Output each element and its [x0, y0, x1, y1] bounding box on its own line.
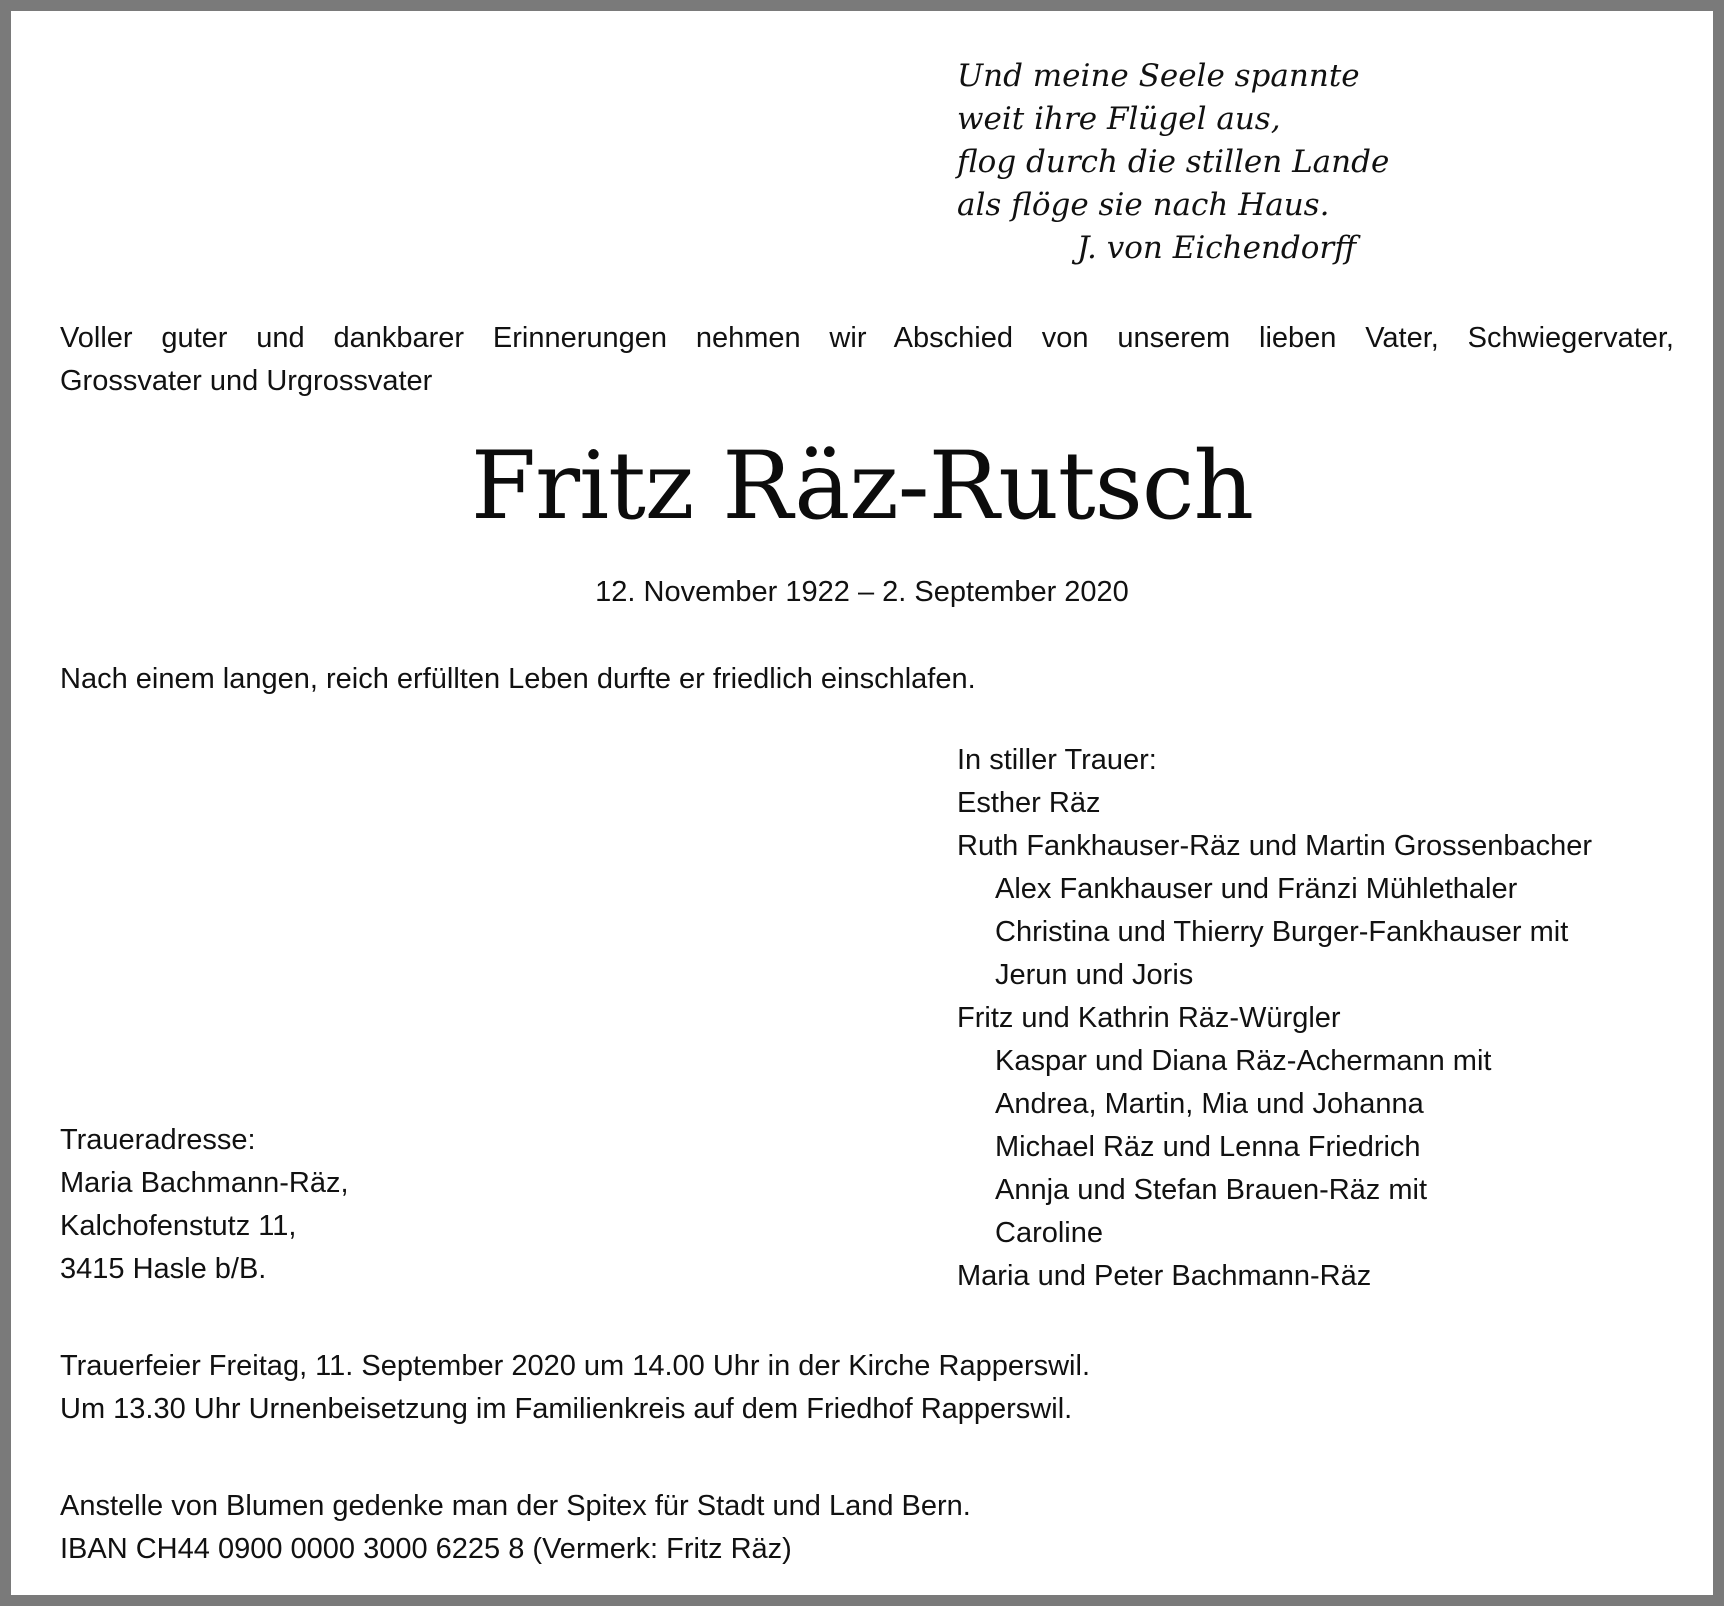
donation-line: Anstelle von Blumen gedenke man der Spitex für Stadt und Land Bern. — [60, 1490, 971, 1522]
mourner-row: Kaspar und Diana Räz-Achermann mit — [995, 1045, 1492, 1077]
poem-quote — [957, 55, 1389, 270]
poem-line: weit ihre Flügel aus, — [957, 101, 1281, 137]
mourner-row: Esther Räz — [957, 787, 1101, 819]
mourner-row: Andrea, Martin, Mia und Johanna — [995, 1088, 1424, 1120]
mourner-row: Maria und Peter Bachmann-Räz — [957, 1260, 1372, 1292]
mourner-row: Alex Fankhauser und Fränzi Mühlethaler — [995, 873, 1518, 905]
address-line: Maria Bachmann-Räz, — [60, 1167, 349, 1199]
address-line: Kalchofenstutz 11, — [60, 1210, 297, 1242]
mourner-row: Annja und Stefan Brauen-Räz mit — [995, 1174, 1428, 1206]
mourner-row: Fritz und Kathrin Räz-Würgler — [957, 1002, 1341, 1034]
poem-line: flog durch die stillen Lande — [957, 144, 1390, 180]
mourner-row: Jerun und Joris — [995, 959, 1194, 991]
mourners-list — [957, 739, 1592, 1298]
ceremony-line: Trauerfeier Freitag, 11. September 2020 um 14.00 Uhr in der Kirche Rapperswil. — [60, 1350, 1090, 1382]
ceremony-line: Um 13.30 Uhr Urnenbeisetzung im Familienkreis auf dem Friedhof Rapperswil. — [60, 1393, 1073, 1425]
intro-line: Voller guter und dankbarer Erinnerungen nehmen wir Abschied von unserem lieben Vater, Schwiegervater, — [60, 322, 1674, 354]
mourning-address — [60, 1119, 349, 1291]
mourner-row: Caroline — [995, 1217, 1103, 1249]
address-label: Traueradresse: — [60, 1124, 256, 1156]
iban-line: IBAN CH44 0900 0000 3000 6225 8 (Vermerk: Fritz Räz) — [60, 1533, 792, 1565]
obituary-notice — [11, 11, 1713, 1595]
intro-text — [60, 317, 1674, 403]
deceased-name: Fritz Räz-Rutsch — [470, 432, 1254, 541]
poem-author: J. von Eichendorff — [1077, 230, 1357, 266]
passing-text: Nach einem langen, reich erfüllten Leben durfte er friedlich einschlafen. — [60, 663, 976, 695]
poem-line: Und meine Seele spannte — [957, 58, 1360, 94]
address-line: 3415 Hasle b/B. — [60, 1253, 267, 1285]
ceremony-info — [60, 1345, 1090, 1431]
mourners-heading: In stiller Trauer: — [957, 744, 1157, 776]
intro-line: Grossvater und Urgrossvater — [60, 365, 433, 397]
mourner-row: Ruth Fankhauser-Räz und Martin Grossenbacher — [957, 830, 1593, 862]
mourner-row: Christina und Thierry Burger-Fankhauser mit — [995, 916, 1569, 948]
life-dates: 12. November 1922 – 2. September 2020 — [595, 576, 1129, 608]
poem-line: als flöge sie nach Haus. — [957, 187, 1330, 223]
mourner-row: Michael Räz und Lenna Friedrich — [995, 1131, 1421, 1163]
donation-info — [60, 1485, 971, 1571]
